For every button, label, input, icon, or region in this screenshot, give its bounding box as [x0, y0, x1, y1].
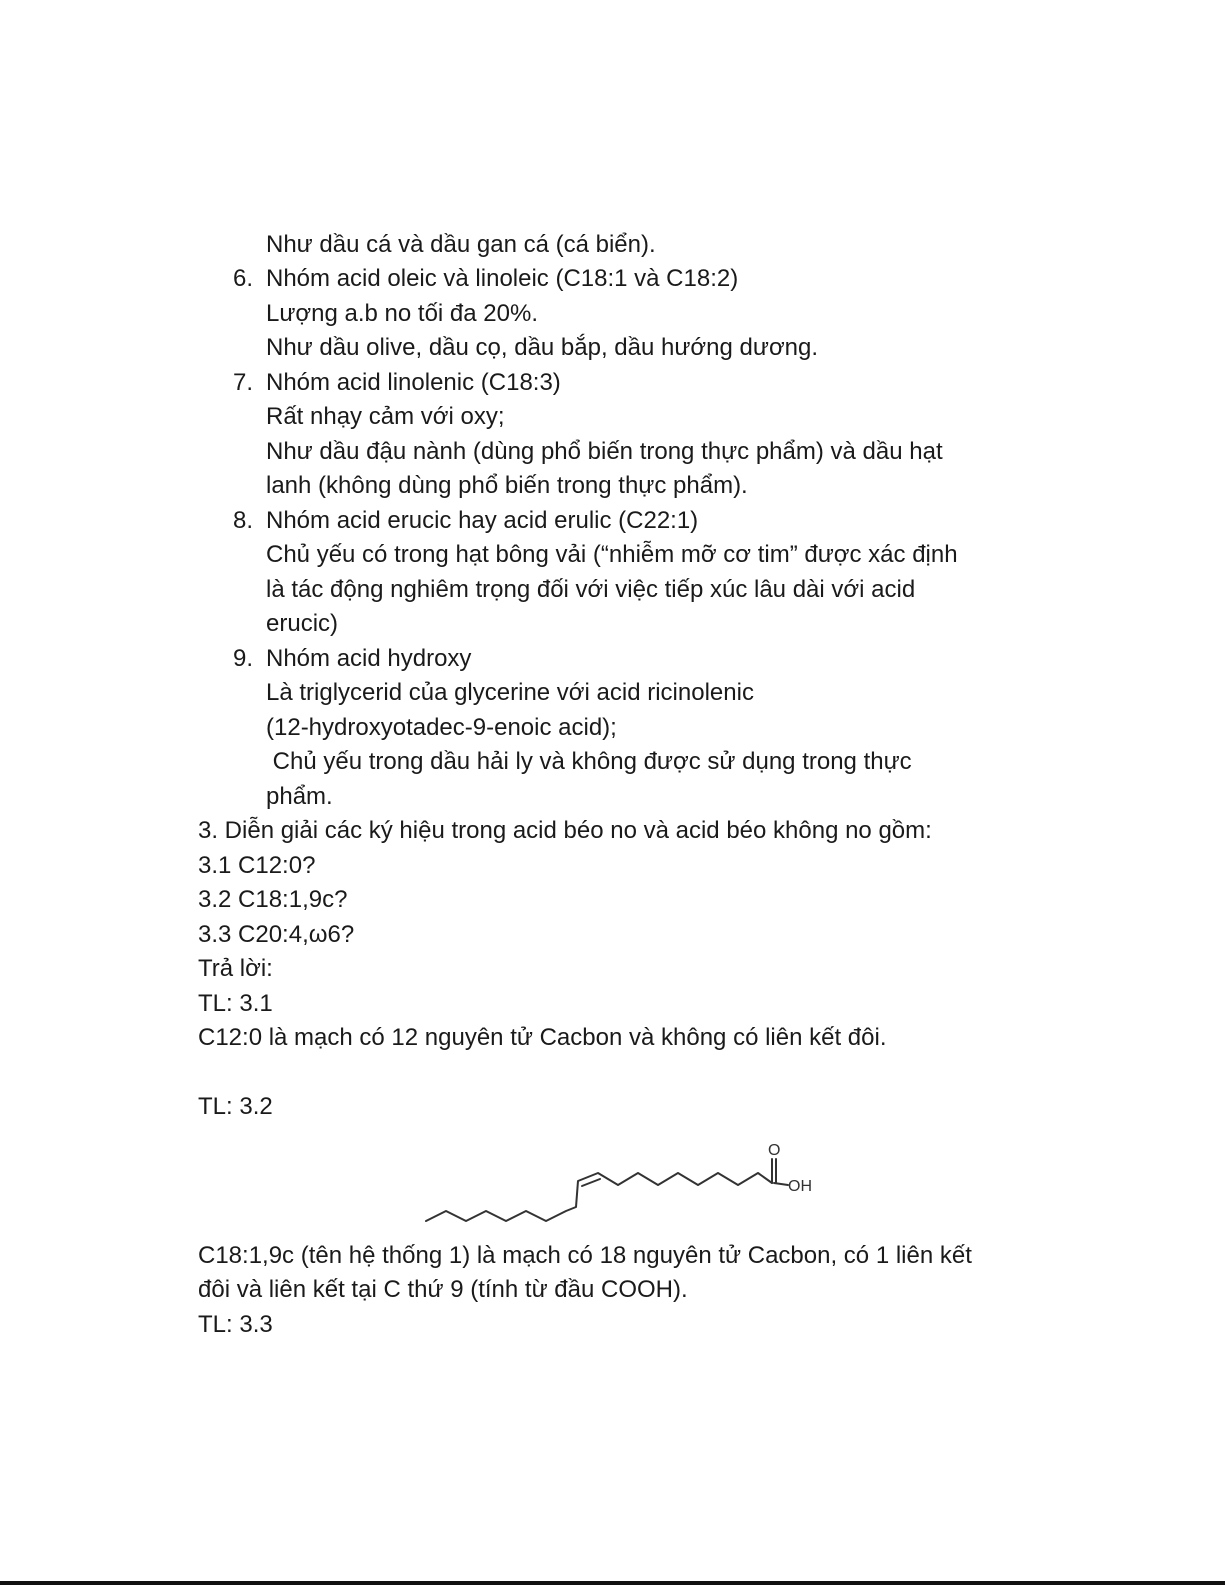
list-item-9-line: Là triglycerid của glycerine với acid ricinolenic	[266, 679, 754, 706]
list-item-9-title: Nhóm acid hydroxy	[266, 645, 472, 672]
list-item-8-line: là tác động nghiêm trọng đối với việc tiếp xúc lâu dài với acid	[266, 576, 916, 603]
list-item-7-line: Rất nhạy cảm với oxy;	[266, 403, 505, 430]
page-bottom-rule	[0, 1581, 1225, 1585]
hydroxyl-label: OH	[788, 1178, 812, 1195]
list-number-8: 8.	[232, 507, 253, 534]
oleic-acid-structure-diagram	[420, 1135, 830, 1230]
list-item-9-line: (12-hydroxyotadec-9-enoic acid);	[266, 714, 617, 741]
list-item-5-line: Như dầu cá và dầu gan cá (cá biển).	[266, 231, 656, 258]
question-title: 3. Diễn giải các ký hiệu trong acid béo no và acid béo không no gồm:	[198, 817, 932, 844]
list-item-7-line: lanh (không dùng phổ biến trong thực phẩm).	[266, 472, 748, 499]
list-item-9-line: phẩm.	[266, 783, 333, 810]
oxygen-label: O	[768, 1142, 781, 1159]
list-number-9: 9.	[232, 645, 253, 672]
answer-heading: Trả lời:	[198, 955, 273, 982]
answer-text: C12:0 là mạch có 12 nguyên tử Cacbon và không có liên kết đôi.	[198, 1024, 887, 1051]
hydroxyl-bond	[774, 1183, 788, 1185]
list-item-8-title: Nhóm acid erucic hay acid erulic (C22:1)	[266, 507, 699, 534]
list-item-8-line: Chủ yếu có trong hạt bông vải (“nhiễm mỡ cơ tim” được xác định	[266, 541, 958, 568]
question-item: 3.2 C18:1,9c?	[198, 886, 348, 913]
list-item-8-line: erucic)	[266, 610, 339, 637]
answer-label: TL: 3.2	[198, 1093, 273, 1120]
list-item-9-line: Chủ yếu trong dầu hải ly và không được sử dụng trong thực	[266, 748, 912, 775]
list-number-7: 7.	[232, 369, 253, 396]
question-item: 3.3 C20:4,ω6?	[198, 921, 355, 948]
answer-label: TL: 3.3	[198, 1311, 273, 1338]
list-item-7-line: Như dầu đậu nành (dùng phổ biến trong thực phẩm) và dầu hạt	[266, 438, 943, 465]
list-item-6-line: Lượng a.b no tối đa 20%.	[266, 300, 538, 327]
list-number-6: 6.	[232, 265, 253, 292]
question-item: 3.1 C12:0?	[198, 852, 316, 879]
list-item-6-title: Nhóm acid oleic và linoleic (C18:1 và C18:2)	[266, 265, 739, 292]
list-item-7-title: Nhóm acid linolenic (C18:3)	[266, 369, 561, 396]
double-bond	[582, 1179, 600, 1186]
answer-label: TL: 3.1	[198, 990, 273, 1017]
list-item-6-line: Như dầu olive, dầu cọ, dầu bắp, dầu hướng dương.	[266, 334, 819, 361]
answer-text: C18:1,9c (tên hệ thống 1) là mạch có 18 nguyên tử Cacbon, có 1 liên kết	[198, 1242, 972, 1269]
answer-text: đôi và liên kết tại C thứ 9 (tính từ đầu COOH).	[198, 1276, 688, 1303]
